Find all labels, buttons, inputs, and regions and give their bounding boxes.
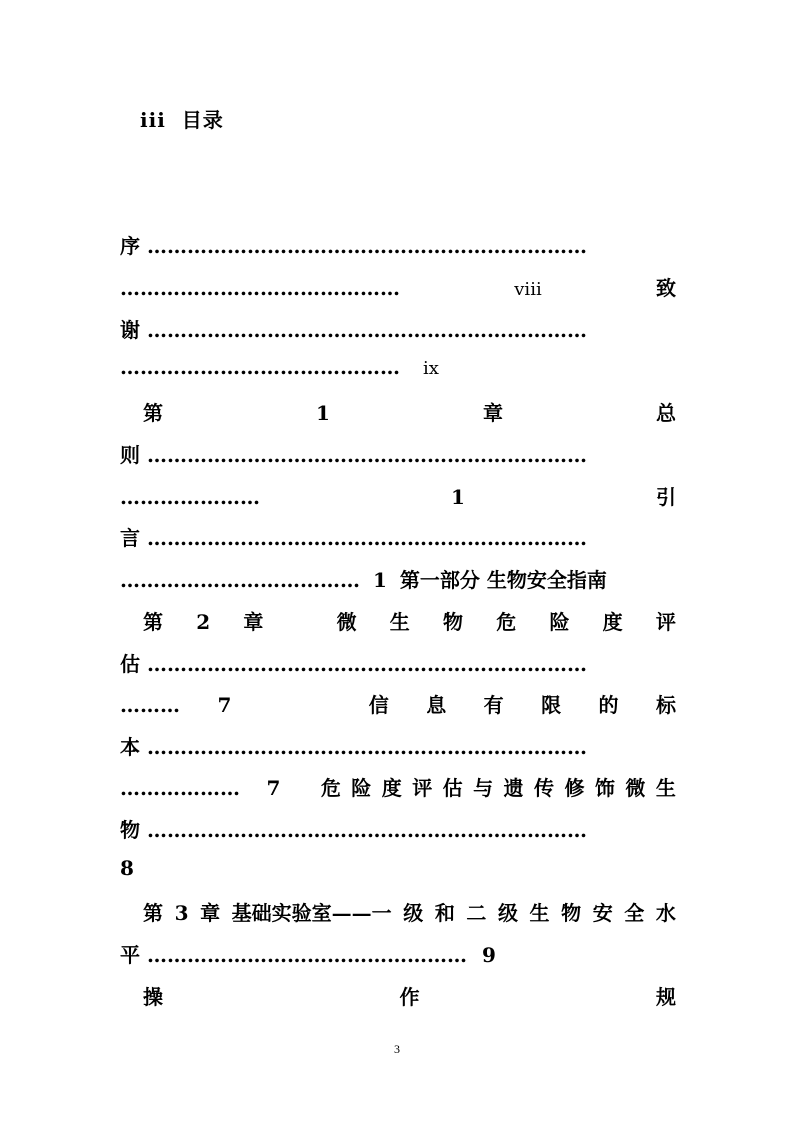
toc-word: 第: [143, 901, 163, 925]
toc-entry-label: 第一部分 生物安全指南: [399, 568, 607, 592]
toc-word: 水: [655, 901, 676, 925]
toc-word: 饰: [594, 776, 615, 800]
toc-line-practices[interactable]: [143, 981, 676, 1011]
toc-word: 物: [561, 901, 582, 925]
toc-entry-label: 引: [655, 485, 676, 509]
toc-leader-dots: ………………………………: [120, 568, 360, 592]
toc-word: 传: [534, 776, 554, 800]
toc-word: 息: [426, 693, 447, 717]
toc-word: 有: [483, 693, 504, 717]
toc-word: 评: [412, 776, 433, 800]
toc-line-acknowledgements-page[interactable]: [120, 355, 676, 385]
toc-line-chapter-1[interactable]: [143, 397, 676, 427]
toc-word: 微: [336, 610, 357, 634]
toc-word: 危: [320, 776, 341, 800]
toc-leader-dots: …………………………………………………………: [146, 526, 587, 550]
toc-page-number: 1: [451, 485, 465, 509]
toc-word: 险: [549, 610, 570, 634]
toc-word: 标: [655, 693, 676, 717]
toc-word: 章: [482, 401, 503, 425]
toc-word: 度: [381, 776, 402, 800]
toc-leader-dots: …………………: [120, 485, 260, 509]
toc-word: 3: [174, 901, 189, 925]
toc-word: 作: [399, 985, 420, 1009]
toc-word: 二: [466, 901, 487, 925]
toc-word: 级: [403, 901, 424, 925]
toc-word: 安: [592, 901, 613, 925]
heading-title: 目录: [181, 108, 224, 132]
toc-line-chapter-1-page[interactable]: [120, 481, 676, 511]
footer-page-number: 3: [394, 1042, 400, 1056]
toc-entry-label: 本: [120, 735, 140, 759]
toc-page-number: 7: [266, 776, 281, 800]
toc-word: 生: [655, 776, 676, 800]
toc-page-number: 1: [372, 568, 387, 592]
toc-word: 第: [143, 610, 163, 634]
toc-line-organisms[interactable]: [120, 814, 676, 844]
toc-entry-label: 言: [120, 526, 140, 550]
toc-word: 修: [564, 776, 585, 800]
toc-leader-dots: …………………………………………………………: [146, 818, 587, 842]
toc-word: 章: [200, 901, 221, 925]
toc-line-preface[interactable]: [120, 230, 676, 260]
toc-page-number: 7: [217, 693, 232, 717]
heading-roman-numeral: iii: [140, 108, 166, 132]
toc-heading: [140, 104, 224, 133]
toc-word: 物: [443, 610, 464, 634]
toc-page-number: 9: [481, 943, 496, 967]
toc-word: 遗: [503, 776, 524, 800]
toc-line-acknowledgements[interactable]: [120, 314, 676, 344]
toc-word: 级: [497, 901, 518, 925]
toc-word: 估: [442, 776, 463, 800]
toc-word: 章: [243, 610, 264, 634]
toc-word: 限: [541, 693, 562, 717]
toc-page-number: ix: [422, 358, 439, 379]
toc-leader-dots: …………………………………………………………: [146, 735, 587, 759]
toc-page-number: viii: [514, 279, 542, 300]
toc-line-organisms-page[interactable]: [120, 856, 676, 886]
toc-word: 2: [196, 610, 211, 634]
toc-entry-label: 谢: [120, 318, 140, 342]
toc-word: 规: [656, 985, 676, 1009]
toc-line-chapter-1-cont[interactable]: [120, 439, 676, 469]
toc-line-basic-lab[interactable]: [120, 939, 676, 969]
toc-leader-dots: …………………………………………: [146, 943, 467, 967]
toc-entry-label: 则: [120, 443, 140, 467]
toc-word: 信: [368, 693, 389, 717]
toc-line-specimens[interactable]: [120, 731, 676, 761]
toc-word: 微: [625, 776, 646, 800]
toc-word: 危: [496, 610, 517, 634]
toc-word: 基础实验室——一: [231, 901, 392, 925]
toc-word: 总: [655, 401, 676, 425]
toc-page-number: 8: [120, 856, 134, 880]
toc-leader-dots: …………………………………………………………: [146, 443, 587, 467]
toc-word: 操: [143, 985, 163, 1009]
toc-entry-label: 物: [120, 818, 140, 842]
toc-entry-label: 估: [120, 652, 140, 676]
toc-leader-dots: …………………………………………………………: [146, 234, 587, 258]
toc-line-chapter-2[interactable]: [143, 606, 676, 636]
toc-entry-label: 致: [655, 276, 676, 300]
toc-word: 和: [434, 901, 455, 925]
toc-word: 与: [473, 776, 494, 800]
toc-word: 全: [624, 901, 645, 925]
toc-line-gmo-risk[interactable]: [120, 772, 676, 802]
toc-leader-dots: …………………………………………………………: [146, 652, 587, 676]
toc-line-chapter-3[interactable]: [143, 897, 676, 927]
toc-line-part-1[interactable]: [120, 564, 676, 594]
toc-word: 评: [655, 610, 676, 634]
toc-word: 生: [529, 901, 550, 925]
toc-entry-label: 序: [120, 234, 140, 258]
toc-word: 的: [598, 693, 619, 717]
toc-line-introduction[interactable]: [120, 522, 676, 552]
toc-word: 生: [389, 610, 410, 634]
toc-leader-dots: …………………………………………………………: [146, 318, 587, 342]
toc-word: 险: [351, 776, 372, 800]
toc-line-preface-page[interactable]: [120, 272, 676, 302]
toc-leader-dots: ………………: [120, 776, 240, 800]
toc-line-limited-info[interactable]: [120, 689, 676, 719]
toc-word: 度: [602, 610, 623, 634]
toc-word: 第: [143, 401, 163, 425]
toc-entry-label: 平: [120, 943, 140, 967]
toc-leader-dots: ……………………………………: [120, 276, 400, 300]
toc-leader-dots: ……………………………………: [120, 355, 400, 379]
toc-line-risk-assessment[interactable]: [120, 648, 676, 678]
toc-word: 1: [316, 401, 330, 425]
toc-leader-dots: ………: [120, 693, 180, 717]
